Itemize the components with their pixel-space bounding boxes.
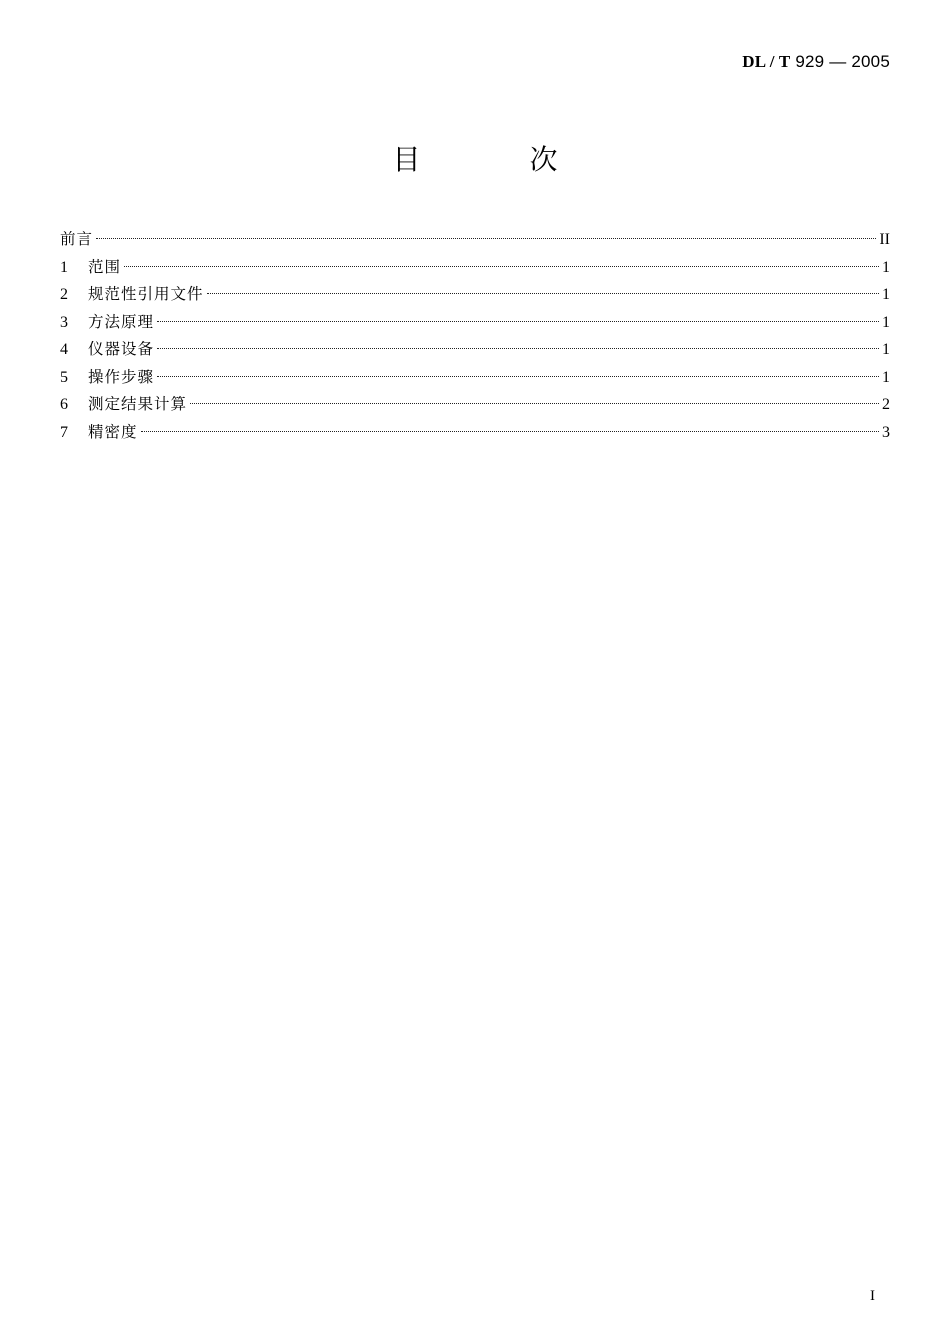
toc-dot-leader <box>157 348 879 349</box>
toc-entry-page: 1 <box>882 368 890 386</box>
toc-dot-leader <box>96 238 876 239</box>
toc-dot-leader <box>207 293 879 294</box>
toc-entry-apparatus[interactable] <box>60 336 890 364</box>
toc-entry-procedure[interactable] <box>60 364 890 392</box>
toc-entry-number: 1 <box>60 258 68 276</box>
standard-code-prefix: DL / T <box>742 52 791 71</box>
toc-dot-leader <box>141 431 879 432</box>
standard-code <box>742 52 890 72</box>
toc-dot-leader <box>124 266 879 267</box>
toc-entry-page: II <box>879 231 890 248</box>
toc-entry-label: 仪器设备 <box>88 340 155 358</box>
toc-entry-number: 3 <box>60 313 68 331</box>
toc-entry-normative-references[interactable] <box>60 281 890 309</box>
toc-entry-label: 范围 <box>88 257 122 276</box>
toc-entry-label: 方法原理 <box>88 312 155 331</box>
toc-entry-number: 7 <box>60 423 68 441</box>
toc-entry-label: 精密度 <box>88 422 138 441</box>
toc-entry-label: 操作步骤 <box>88 367 155 386</box>
toc-entry-page: 1 <box>882 313 890 331</box>
toc-entry-page: 1 <box>882 286 890 303</box>
table-of-contents <box>60 226 890 446</box>
toc-entry-label: 规范性引用文件 <box>88 285 204 303</box>
standard-code-number: 929 — 2005 <box>795 52 890 71</box>
toc-entry-method-principle[interactable] <box>60 309 890 337</box>
toc-dot-leader <box>157 376 879 377</box>
toc-entry-number: 2 <box>60 286 68 303</box>
toc-entry-label: 前言 <box>60 230 94 248</box>
toc-entry-page: 1 <box>882 258 890 276</box>
toc-entry-calculation[interactable] <box>60 391 890 419</box>
toc-entry-page: 2 <box>882 396 890 413</box>
toc-entry-number: 4 <box>60 341 68 358</box>
page-number: I <box>870 1288 875 1304</box>
toc-entry-number: 5 <box>60 368 68 386</box>
toc-entry-foreword[interactable] <box>60 226 890 254</box>
toc-entry-page: 1 <box>882 341 890 358</box>
toc-dot-leader <box>157 321 879 322</box>
toc-entry-page: 3 <box>882 423 890 441</box>
toc-dot-leader <box>190 403 879 404</box>
toc-entry-number: 6 <box>60 396 68 413</box>
toc-entry-precision[interactable] <box>60 419 890 447</box>
toc-entry-label: 测定结果计算 <box>88 395 188 413</box>
page-title: 目 次 <box>392 143 608 176</box>
toc-entry-scope[interactable] <box>60 254 890 282</box>
